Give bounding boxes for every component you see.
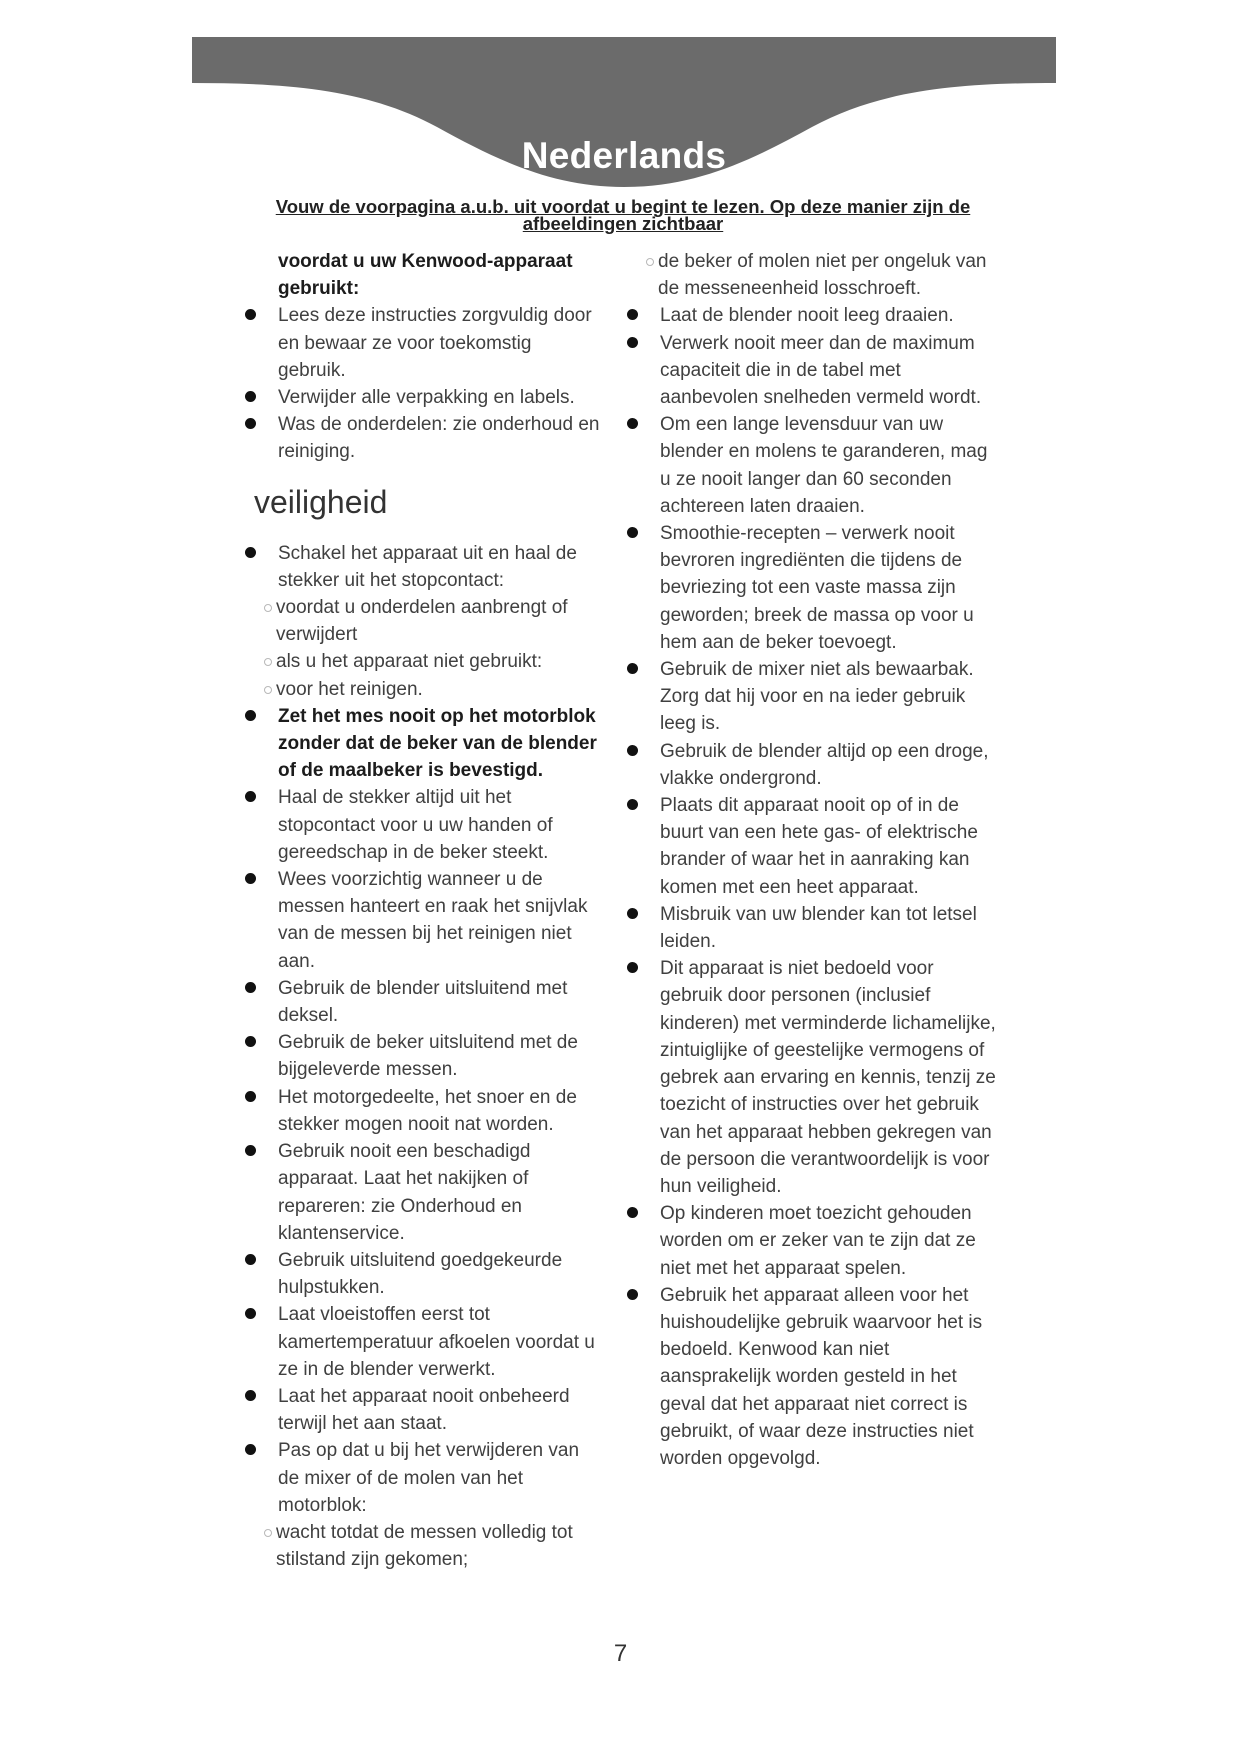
bullet-icon	[245, 418, 256, 429]
list-item	[254, 302, 604, 384]
list-item	[254, 975, 604, 1029]
list-item	[254, 866, 604, 975]
list-item	[254, 1029, 604, 1083]
bullet-icon	[627, 745, 638, 756]
list-item-text: Was de onderdelen: zie onderhoud en reiniging.	[278, 414, 600, 463]
bullet-icon	[245, 1390, 256, 1401]
list-item-text: Dit apparaat is niet bedoeld voor gebruik door personen (inclusief kinderen) met verminderde lichamelijke, zintuiglijke of geestelijke vermogens of gebrek aan ervaring en kennis, tenzij ze toezicht of instructies over het gebruik van het apparaat hebben gekregen van de persoon die verantwoordelijk is voor hun veiligheid.	[660, 958, 996, 1197]
list-item-text: Haal de stekker altijd uit het stopcontact voor u uw handen of gereedschap in de beker steekt.	[278, 787, 553, 863]
list-item-text: Gebruik de blender altijd op een droge, vlakke ondergrond.	[660, 740, 989, 789]
list-item	[254, 411, 604, 465]
bullet-icon	[245, 1091, 256, 1102]
sub-list	[254, 594, 604, 703]
bullet-icon	[627, 1289, 638, 1300]
section-heading-safety: veiligheid	[254, 483, 388, 520]
sub-list-item	[254, 648, 604, 675]
bullet-icon	[245, 1036, 256, 1047]
bullet-icon	[245, 791, 256, 802]
list-item-text: Op kinderen moet toezicht gehouden worden om er zeker van te zijn dat ze niet met het apparaat spelen.	[660, 1203, 976, 1279]
bullet-icon	[627, 418, 638, 429]
list-item-text: Plaats dit apparaat nooit op of in de buurt van een hete gas- of elektrische brander of waar het in aanraking kan komen met een heet apparaat.	[660, 795, 978, 898]
bullet-icon	[627, 337, 638, 348]
list-item	[636, 1200, 996, 1282]
bullet-icon	[627, 663, 638, 674]
list-item	[254, 1301, 604, 1383]
list-item	[254, 1247, 604, 1301]
list-item-text: Gebruik de mixer niet als bewaarbak. Zorg dat hij voor en na ieder gebruik leeg is.	[660, 659, 974, 735]
list-item-text: Gebruik het apparaat alleen voor het huishoudelijke gebruik waarvoor het is bedoeld. Kenwood kan niet aansprakelijk worden gesteld in het geval dat het apparaat niet correct is gebruikt, of waar deze instructies niet worden opgevolgd.	[660, 1284, 983, 1469]
list-item	[254, 1383, 604, 1437]
safety-list-left	[254, 784, 604, 1518]
list-item	[636, 901, 996, 955]
bullet-icon	[245, 873, 256, 884]
list-item-text: Laat de blender nooit leeg draaien.	[660, 305, 954, 327]
list-item	[636, 1282, 996, 1472]
list-item	[636, 738, 996, 792]
list-item	[254, 384, 604, 411]
right-column	[636, 248, 996, 1472]
list-item	[636, 955, 996, 1200]
intro-heading: voordat u uw Kenwood-apparaat gebruikt:	[278, 251, 573, 300]
list-item-text: Lees deze instructies zorgvuldig door en bewaar ze voor toekomstig gebruik.	[278, 305, 592, 381]
circle-bullet-icon	[264, 658, 272, 666]
list-item-text: Laat vloeistoffen eerst tot kamertemperatuur afkoelen voordat u ze in de blender verwerkt.	[278, 1304, 595, 1380]
bullet-icon	[627, 309, 638, 320]
sub-item-text: voor het reinigen.	[276, 678, 423, 700]
sub-list-item	[636, 248, 996, 302]
sub-list-item	[254, 594, 604, 648]
left-column	[254, 248, 604, 1573]
header-banner	[192, 37, 1056, 193]
sub-item-text: voordat u onderdelen aanbrengt of verwijdert	[276, 597, 568, 646]
bullet-icon	[245, 391, 256, 402]
list-item-text: Gebruik de blender uitsluitend met deksel.	[278, 977, 568, 1027]
list-item-text: Gebruik uitsluitend goedgekeurde hulpstukken.	[278, 1249, 563, 1299]
list-item-text: Gebruik de beker uitsluitend met de bijgeleverde messen.	[278, 1032, 578, 1081]
bullet-icon	[627, 799, 638, 810]
sub-item-text: als u het apparaat niet gebruikt:	[276, 651, 543, 673]
list-item-text: Verwerk nooit meer dan de maximum capaciteit die in de tabel met aanbevolen snelheden vermeld wordt.	[660, 332, 982, 409]
list-item-text: Gebruik nooit een beschadigd apparaat. Laat het nakijken of repareren: zie Onderhoud en klantenservice.	[278, 1141, 531, 1244]
list-item	[636, 520, 996, 656]
list-item	[636, 411, 996, 520]
bullet-icon	[245, 1145, 256, 1156]
list-item	[254, 784, 604, 866]
circle-bullet-icon	[264, 604, 272, 612]
list-item	[254, 1084, 604, 1138]
bullet-icon	[245, 309, 256, 320]
sub-item-text: de beker of molen niet per ongeluk van de messeneenheid losschroeft.	[658, 251, 987, 300]
list-item	[636, 656, 996, 738]
list-item-warning	[254, 703, 604, 785]
bullet-icon	[627, 1207, 638, 1218]
list-item-text: Het motorgedeelte, het snoer en de stekker mogen nooit nat worden.	[278, 1086, 577, 1135]
fold-instruction-note: Vouw de voorpagina a.u.b. uit voordat u begint te lezen. Op deze manier zijn de afbeeldingen zichtbaar	[275, 196, 971, 234]
circle-bullet-icon	[264, 686, 272, 694]
bullet-icon	[245, 710, 256, 721]
list-item	[254, 1138, 604, 1247]
bullet-icon	[627, 908, 638, 919]
safety-list-right	[636, 302, 996, 1472]
list-item	[636, 302, 996, 329]
list-item-text: Laat het apparaat nooit onbeheerd terwijl het aan staat.	[278, 1385, 570, 1435]
bullet-icon	[627, 962, 638, 973]
bullet-icon	[245, 1444, 256, 1455]
sub-list	[254, 1519, 604, 1573]
list-item	[254, 1437, 604, 1519]
list-item-text: Wees voorzichtig wanneer u de messen hanteert en raak het snijvlak van de messen bij het reinigen niet aan.	[278, 869, 588, 972]
circle-bullet-icon	[264, 1529, 272, 1537]
page-title: Nederlands	[521, 135, 727, 176]
bullet-icon	[245, 1308, 256, 1319]
bullet-icon	[245, 547, 256, 558]
list-item-text: Om een lange levensduur van uw blender en molens te garanderen, mag u ze nooit langer dan 60 seconden achtereen laten draaien.	[660, 414, 988, 517]
circle-bullet-icon	[646, 258, 654, 266]
intro-list	[254, 302, 604, 465]
list-item-text: Zet het mes nooit op het motorblok zonder dat de beker van de blender of de maalbeker is bevestigd.	[278, 705, 597, 782]
list-item-text: Smoothie-recepten – verwerk nooit bevroren ingrediënten die tijdens de bevriezing tot een vaste massa zijn geworden; breek de massa op voor u hem aan de beker toevoegt.	[660, 523, 974, 653]
list-item-text: Misbruik van uw blender kan tot letsel leiden.	[660, 903, 977, 953]
page-number: 7	[613, 1640, 628, 1667]
list-item-text: Schakel het apparaat uit en haal de stekker uit het stopcontact:	[278, 542, 577, 591]
bullet-icon	[627, 527, 638, 538]
bullet-icon	[245, 982, 256, 993]
list-item-text: Pas op dat u bij het verwijderen van de mixer of de molen van het motorblok:	[278, 1440, 580, 1516]
list-item	[636, 330, 996, 412]
list-item-text: Verwijder alle verpakking en labels.	[278, 387, 575, 409]
list-item	[254, 540, 604, 594]
sub-list-item	[254, 676, 604, 703]
bullet-icon	[245, 1254, 256, 1265]
sub-item-text: wacht totdat de messen volledig tot stilstand zijn gekomen;	[276, 1521, 573, 1571]
sub-list-item	[254, 1519, 604, 1573]
list-item	[636, 792, 996, 901]
